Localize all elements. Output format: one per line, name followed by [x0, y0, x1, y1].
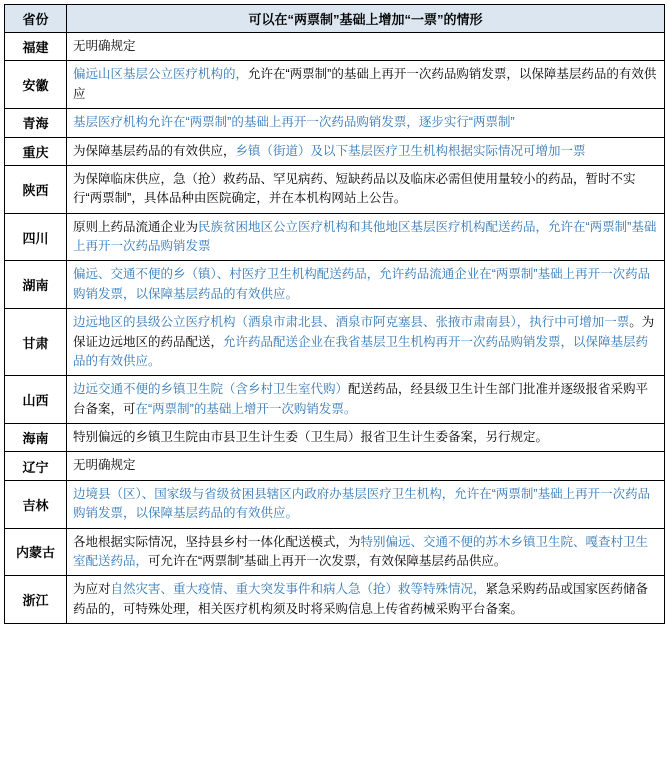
- content-cell: [67, 213, 665, 261]
- province-cell: 重庆: [5, 137, 67, 165]
- content-segment: 原则上药品流通企业为: [73, 219, 199, 234]
- table-header-row: [5, 5, 665, 33]
- content-cell: [67, 528, 665, 576]
- content-segment: 允许在“两票制”的基础上再开一次药品购销发票，以保障基层药品的有效供应: [73, 67, 657, 101]
- content-segment: 民族贫困地区公立医疗机构和其他地区基层医疗机构配送药品，允许在“两票制”基础上再开一次药品购销发票: [73, 219, 657, 253]
- table-row: [5, 61, 665, 109]
- content-segment: 可增加一票: [566, 315, 630, 330]
- content-segment: 为保障临床供应，急（抢）救药品、罕见病药、短缺药品以及临床必需但使用量较小的药品，暂时不实行“两票制”，具体品种由医院确定，并在本机构网站上公告。: [73, 171, 636, 206]
- table-body: [5, 33, 665, 624]
- province-cell: 湖南: [5, 261, 67, 309]
- table-row: [5, 33, 665, 61]
- content-cell: [67, 33, 665, 61]
- content-cell: [67, 61, 665, 109]
- table-row: [5, 261, 665, 309]
- province-cell: 青海: [5, 109, 67, 137]
- content-cell: [67, 165, 665, 213]
- content-segment: 乡镇（街道）及以下基层医疗卫生机构根据实际情况可增加一票: [235, 143, 586, 158]
- policy-table: [4, 4, 665, 624]
- content-segment: 边远地区的县级公立医疗机构（酒泉市肃北县、酒泉市阿克塞县、张掖市肃南县），执行中: [73, 315, 567, 330]
- content-cell: [67, 576, 665, 624]
- content-cell: [67, 109, 665, 137]
- province-cell: 海南: [5, 424, 67, 452]
- content-segment: 各地根据实际情况，坚持县乡村一体化配送模式，为: [73, 534, 361, 549]
- content-cell: [67, 452, 665, 480]
- province-cell: 四川: [5, 213, 67, 261]
- content-segment: 可允许在“两票制”基础上再开一次发票，有效保障基层药品供应。: [148, 553, 507, 568]
- province-cell: 福建: [5, 33, 67, 61]
- table-row: [5, 424, 665, 452]
- table-row: [5, 480, 665, 528]
- content-segment: 无明确规定: [73, 458, 136, 473]
- content-segment: 紧急采购药品或国家医药储备药品的，可特殊处理，相关医疗机构须及时将采购信息上传省药械采购平台备案。: [73, 582, 649, 616]
- table-row: [5, 452, 665, 480]
- province-cell: 吉林: [5, 480, 67, 528]
- content-segment: 无明确规定: [73, 39, 136, 53]
- table-row: [5, 528, 665, 576]
- column-header-content: 可以在“两票制”基础上增加“一票”的情形: [67, 5, 665, 33]
- content-cell: [67, 480, 665, 528]
- content-segment: 自然灾害、重大疫情、重大突发事件和病人急（抢）救等特殊情况，: [110, 582, 486, 597]
- table-row: [5, 165, 665, 213]
- content-segment: 为保障基层药品的有效供应，: [73, 143, 236, 158]
- province-cell: 浙江: [5, 576, 67, 624]
- table-row: [5, 309, 665, 376]
- province-cell: 山西: [5, 376, 67, 424]
- content-cell: [67, 376, 665, 424]
- table-header: [5, 5, 665, 33]
- content-segment: 特别偏远的乡镇卫生院由市县卫生计生委（卫生局）报省卫生计生委备案，另行规定。: [73, 430, 549, 444]
- content-cell: [67, 424, 665, 452]
- content-segment: 特别偏远、交通不便的苏木乡镇卫生院、嘎查村卫生室配送药品，: [73, 534, 649, 568]
- province-cell: 辽宁: [5, 452, 67, 480]
- content-segment: 偏远、交通不便的乡（镇）、村医疗卫生机构配送药品，允许药品流通企业在“两票制”基础上再开一次药品购销发票，以保障基层药品的有效供应。: [73, 267, 651, 301]
- content-segment: 为应对: [73, 582, 111, 597]
- table-row: [5, 576, 665, 624]
- content-segment: 在“两票制”的基础上增开一次购销发票。: [135, 401, 357, 416]
- content-segment: 基层医疗机构允许在“两票制”的基础上再开一次药品购销发票，逐步实行“两票制”: [73, 115, 515, 130]
- province-cell: 安徽: [5, 61, 67, 109]
- content-cell: [67, 309, 665, 376]
- province-cell: 陕西: [5, 165, 67, 213]
- column-header-province: 省份: [5, 5, 67, 33]
- content-segment: 。为保证边远地区的药品配送，: [73, 315, 655, 349]
- content-segment: 边远交通不便的乡镇卫生院（含乡村卫生室代购）: [73, 382, 349, 397]
- table-row: [5, 376, 665, 424]
- table-row: [5, 213, 665, 261]
- content-cell: [67, 137, 665, 165]
- table-row: [5, 109, 665, 137]
- province-cell: 甘肃: [5, 309, 67, 376]
- table-row: [5, 137, 665, 165]
- content-segment: 偏远山区基层公立医疗机构的，: [73, 67, 249, 82]
- content-segment: 配送药品，经县级卫生计生部门批准并逐级报省采购平台备案，可: [73, 382, 649, 416]
- content-segment: 边境县（区）、国家级与省级贫困县辖区内政府办基层医疗卫生机构，允许在“两票制”基础上再开一次药品购销发票，以保障基层药品的有效供应。: [73, 486, 651, 521]
- content-segment: 允许药品配送企业在我省基层卫生机构再开一次药品购销发票，以保障基层药品的有效供应。: [73, 334, 649, 368]
- content-cell: [67, 261, 665, 309]
- province-cell: 内蒙古: [5, 528, 67, 576]
